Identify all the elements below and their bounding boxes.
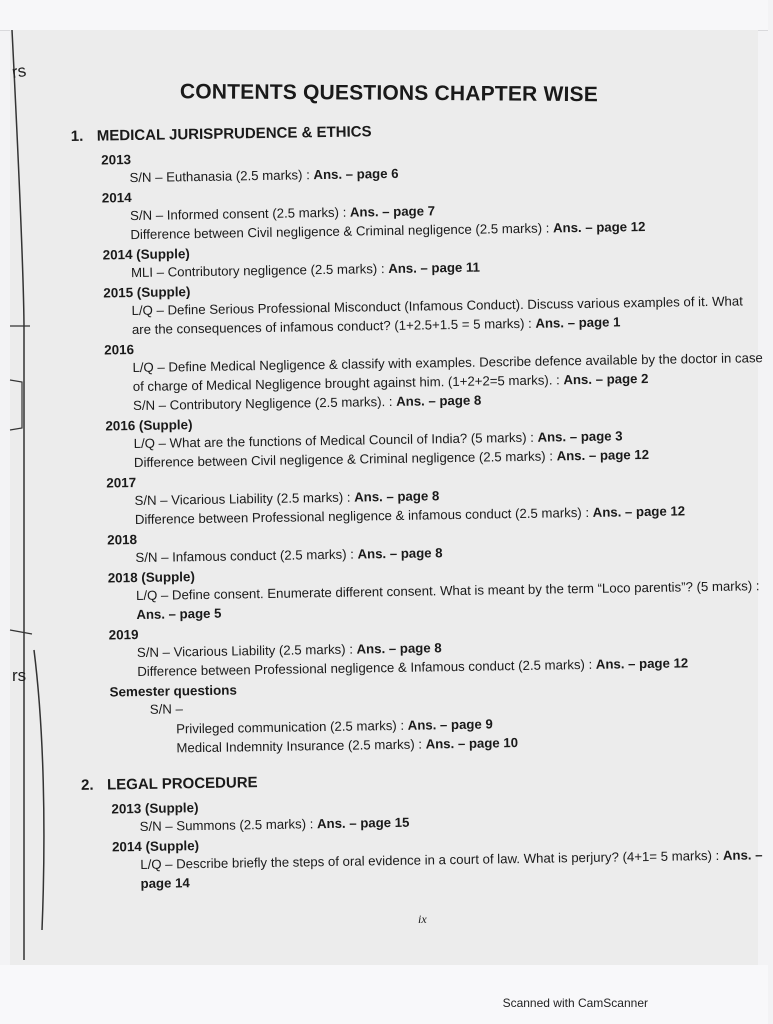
question-text: Informed consent (2.5 marks) : — [166, 204, 351, 223]
answer-ref: Ans. – page 8 — [356, 640, 442, 657]
answer-ref: Ans. – page 7 — [349, 203, 436, 220]
question-type: L/Q – — [132, 359, 169, 376]
question-type: S/N – — [132, 397, 170, 414]
answer-ref: Ans. – page 8 — [354, 488, 440, 505]
question-type: L/Q – — [140, 856, 177, 872]
answer-ref: Ans. – page 6 — [313, 165, 399, 183]
section-legal-procedure — [81, 766, 773, 894]
question-text: Define Medical Negligence & classify with examples. Describe defence available by the doctor in case of charge of Medical Negligence brought against him. (1+2+2=5 marks). : — [132, 350, 763, 395]
answer-ref: Ans. – page 12 — [552, 218, 646, 236]
question-type: MLI – — [130, 264, 168, 281]
year-label: 2018 (Supple) — [107, 569, 195, 586]
question-text: Euthanasia (2.5 marks) : — [166, 167, 314, 185]
semester-heading: Semester questions — [109, 682, 237, 700]
answer-ref: Ans. – page 9 — [407, 716, 493, 733]
answer-ref: Ans. – page 3 — [537, 428, 623, 445]
page-number: ix — [418, 912, 427, 926]
question-text: What are the functions of Medical Council of India? (5 marks) : — [169, 429, 538, 451]
question-text: Vicarious Liability (2.5 marks) : — [171, 489, 355, 508]
answer-ref: Ans. – page 8 — [357, 545, 443, 562]
answer-ref: Ans. – page 5 — [136, 605, 222, 623]
question-text: Infamous conduct (2.5 marks) : — [172, 546, 358, 565]
question-text: Summons (2.5 marks) : — [176, 816, 318, 834]
section-title: MEDICAL JURISPRUDENCE & ETHICS — [96, 123, 372, 145]
year-label: 2013 — [101, 152, 132, 168]
answer-ref: Ans. – page 11 — [388, 259, 480, 277]
question-text: Contributory negligence (2.5 marks) : — [167, 261, 389, 280]
question-type: L/Q – — [133, 435, 170, 452]
scanned-page — [10, 30, 763, 965]
year-label: 2017 — [106, 475, 137, 491]
answer-ref: Ans. – page 12 — [595, 655, 689, 672]
question-text: Vicarious Liability (2.5 marks) : — [173, 641, 357, 660]
section-medical-jurisprudence — [71, 117, 771, 759]
scanner-watermark: Scanned with CamScanner — [502, 996, 648, 1010]
question-type: S/N – — [136, 644, 174, 661]
question-text: Define consent. Enumerate different consent. What is meant by the term “Loco parentis”? (5 marks) : — [171, 578, 760, 603]
answer-ref: Ans. – page 8 — [396, 392, 482, 409]
year-label: 2014 (Supple) — [111, 838, 200, 855]
semester-lead: S/N – — [149, 701, 183, 717]
question-text: Difference between Civil negligence & Criminal negligence (2.5 marks) : — [133, 448, 557, 471]
answer-ref: Ans. – page 15 — [316, 814, 410, 832]
binding-edge — [10, 30, 48, 965]
question-type: S/N – — [139, 818, 177, 834]
year-label: 2019 — [108, 626, 139, 643]
top-strip — [0, 0, 768, 31]
section-number: 2. — [80, 776, 94, 794]
question-type: S/N – — [129, 207, 167, 224]
question-text: Describe briefly the steps of oral evidence in a court of law. What is perjury? (4+1= 5 marks) : — [176, 847, 724, 872]
question-type: L/Q – — [135, 587, 173, 604]
question-text: Difference between Civil negligence & Criminal negligence (2.5 marks) : — [130, 220, 554, 243]
section-title: LEGAL PROCEDURE — [106, 774, 258, 794]
question-text: Difference between Professional negligence & Infamous conduct (2.5 marks) : — [137, 656, 596, 680]
year-label: 2013 (Supple) — [111, 800, 199, 817]
question-text: Medical Indemnity Insurance (2.5 marks) : — [176, 736, 426, 756]
question-text: Define Serious Professional Misconduct (Infamous Conduct). Discuss various examples of it. What are the consequences of infamous conduct? (1+2.5+1.5 = 5 marks) : — [131, 293, 743, 338]
contents-body — [70, 71, 773, 894]
year-label: 2014 — [101, 190, 132, 206]
question-type: L/Q – — [131, 302, 168, 319]
year-label: 2016 — [104, 342, 135, 358]
year-label: 2014 (Supple) — [102, 246, 190, 263]
year-label: 2018 — [107, 532, 138, 548]
answer-ref: Ans. – page 12 — [592, 503, 686, 520]
question-text: Contributory Negligence (2.5 marks). : — [169, 393, 397, 413]
margin-mark: rs — [10, 61, 28, 82]
page-title: CONTENTS QUESTIONS CHAPTER WISE — [179, 80, 599, 107]
answer-ref: Ans. – page 2 — [563, 370, 649, 388]
year-label: 2016 (Supple) — [105, 417, 193, 434]
year-label: 2015 (Supple) — [103, 284, 191, 301]
question-type: S/N – — [135, 549, 173, 566]
question-type: S/N – — [134, 492, 172, 509]
question-text: Privileged communication (2.5 marks) : — [176, 717, 408, 737]
answer-ref: Ans. – page 1 — [535, 314, 621, 331]
answer-ref: Ans. – page 12 — [556, 446, 650, 464]
question-type: S/N – — [129, 169, 167, 186]
answer-ref: Ans. – page 10 — [425, 735, 519, 752]
section-heading — [71, 117, 761, 145]
answer-ref: Ans. – page 14 — [140, 847, 763, 891]
section-number: 1. — [70, 127, 84, 145]
margin-mark: rs — [12, 666, 27, 685]
section-heading — [81, 766, 771, 794]
question-text: Difference between Professional negligence & infamous conduct (2.5 marks) : — [134, 504, 593, 528]
scanner-footer — [0, 965, 768, 1024]
